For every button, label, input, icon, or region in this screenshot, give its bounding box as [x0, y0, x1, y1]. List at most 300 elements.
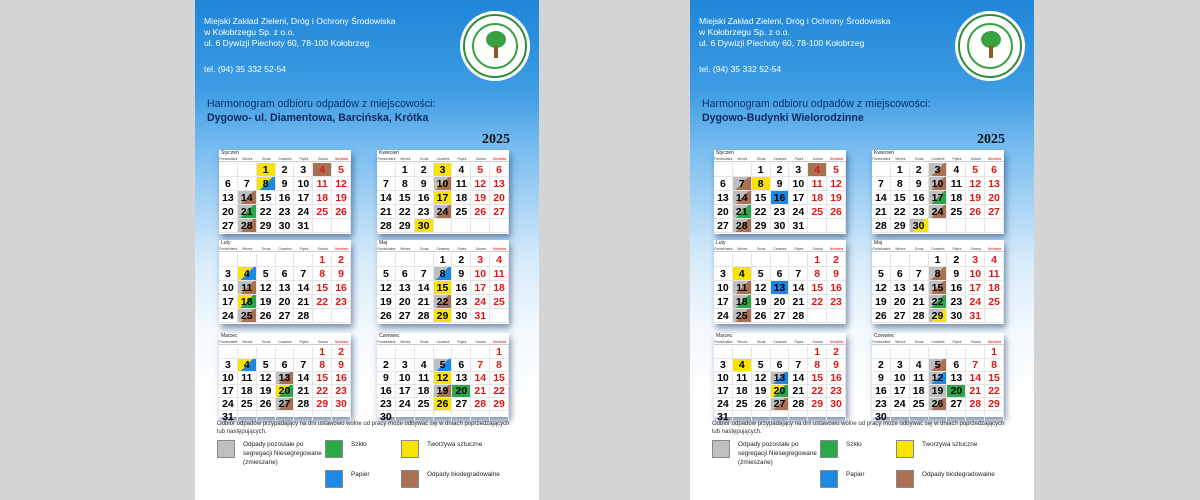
day-cell: [490, 191, 509, 205]
day-number: 27: [717, 219, 729, 232]
day-name: Wtorek: [895, 247, 906, 251]
day-number: 17: [474, 281, 487, 294]
day-cell: [219, 205, 238, 219]
day-cell: [238, 398, 257, 411]
day-number: 8: [814, 267, 821, 280]
day-cell: [332, 398, 351, 411]
day-cell: [985, 267, 1004, 281]
day-cell: [434, 398, 453, 411]
day-number: 15: [754, 191, 767, 204]
day-name: Piątek: [952, 340, 962, 344]
day-cell: [415, 398, 434, 411]
day-cell: [332, 359, 351, 372]
day-name: Środa: [756, 247, 766, 251]
day-number: 3: [934, 163, 941, 176]
day-number: 3: [720, 359, 726, 371]
day-cell: [872, 281, 891, 295]
day-names-row: [714, 157, 846, 162]
day-cell: [276, 177, 295, 191]
day-cell: [377, 177, 396, 191]
day-number: 28: [792, 398, 805, 410]
day-cell: [891, 346, 910, 359]
day-number: 9: [833, 359, 839, 371]
day-number: 22: [811, 385, 824, 397]
day-name: Niedziela: [830, 340, 844, 344]
day-number: 16: [455, 281, 468, 294]
org-header-line: w Kołobrzegu Sp. z o.o.: [699, 27, 790, 37]
day-cell: [276, 267, 295, 281]
day-cell: [827, 281, 846, 295]
month-name: Styczeń: [221, 150, 239, 156]
day-cell: [910, 346, 929, 359]
day-number: 27: [222, 219, 234, 232]
day-cell: [332, 295, 351, 309]
month-name: Styczeń: [716, 150, 734, 156]
day-number: 28: [380, 219, 392, 232]
day-number: 27: [493, 205, 505, 218]
legend-swatch: [325, 470, 343, 488]
day-number: 19: [931, 385, 944, 397]
day-cell: [872, 309, 891, 323]
location-subtitle: Dygowo- ul. Diamentowa, Barcińska, Krótka: [207, 112, 429, 124]
day-number: 5: [439, 359, 446, 371]
day-number: 26: [754, 398, 767, 410]
day-cell: [396, 346, 415, 359]
day-cell: [490, 253, 509, 267]
day-cell: [415, 346, 434, 359]
day-name: Niedziela: [493, 247, 507, 251]
day-number: 31: [792, 219, 805, 232]
day-cell: [276, 295, 295, 309]
day-number: 5: [934, 359, 941, 371]
day-cell: [752, 191, 771, 205]
day-number: 4: [738, 267, 745, 280]
day-cell: [257, 295, 276, 309]
day-cell: [332, 163, 351, 177]
day-number: 8: [814, 359, 821, 371]
legend-item-gray: [217, 440, 323, 467]
days-grid: [377, 346, 509, 423]
day-cell: [789, 385, 808, 398]
day-cell: [257, 205, 276, 219]
day-cell: [434, 295, 453, 309]
day-cell: [733, 253, 752, 267]
day-number: 20: [773, 385, 786, 397]
day-number: 24: [717, 398, 729, 410]
day-name: Poniedziałek: [377, 157, 396, 161]
day-number: 11: [913, 372, 925, 384]
day-cell: [733, 295, 752, 309]
day-number: 12: [830, 177, 842, 190]
day-number: 15: [893, 191, 906, 204]
day-number: 19: [754, 385, 767, 397]
day-number: 30: [875, 411, 887, 423]
day-name: Piątek: [794, 157, 804, 161]
day-number: 28: [417, 309, 430, 322]
day-number: 7: [383, 177, 389, 190]
day-cell: [219, 177, 238, 191]
day-cell: [752, 253, 771, 267]
day-cell: [966, 309, 985, 323]
day-cell: [219, 267, 238, 281]
day-number: 19: [754, 295, 767, 308]
day-number: 4: [458, 163, 465, 176]
day-cell: [219, 295, 238, 309]
day-number: 1: [401, 163, 408, 176]
day-name: Środa: [419, 340, 429, 344]
day-number: 21: [969, 385, 982, 397]
day-number: 7: [795, 267, 802, 280]
day-cell: [910, 267, 929, 281]
day-cell: [452, 219, 471, 233]
day-cell: [434, 163, 453, 177]
day-number: 5: [477, 163, 484, 176]
day-number: 6: [281, 267, 288, 280]
day-number: 19: [969, 191, 982, 204]
day-number: 10: [222, 281, 234, 294]
day-number: 12: [380, 281, 392, 294]
legend-swatch: [401, 470, 419, 488]
day-cell: [910, 398, 929, 411]
day-number: 13: [773, 281, 786, 294]
day-cell: [808, 372, 827, 385]
day-cell: [434, 191, 453, 205]
day-cell: [891, 253, 910, 267]
day-number: 23: [773, 205, 786, 218]
day-cell: [929, 219, 948, 233]
day-number: 11: [950, 177, 962, 190]
day-number: 1: [262, 163, 269, 176]
day-cell: [396, 191, 415, 205]
day-number: 18: [912, 385, 925, 397]
org-header: [699, 16, 891, 75]
day-number: 11: [418, 372, 430, 384]
day-cell: [929, 372, 948, 385]
day-number: 30: [950, 309, 963, 322]
month-calendar: [714, 240, 846, 324]
day-cell: [789, 359, 808, 372]
legend-label: Papier: [846, 471, 865, 478]
day-number: 12: [436, 372, 449, 384]
day-number: 12: [754, 372, 767, 384]
day-cell: [947, 309, 966, 323]
day-number: 26: [259, 309, 272, 322]
day-number: 13: [717, 191, 729, 204]
day-cell: [452, 385, 471, 398]
day-cell: [714, 359, 733, 372]
day-number: 15: [316, 372, 329, 384]
day-number: 9: [383, 372, 389, 384]
day-number: 12: [474, 177, 487, 190]
day-number: 29: [316, 398, 329, 410]
day-name: Piątek: [299, 157, 309, 161]
day-number: 5: [972, 163, 979, 176]
org-header-line: Miejski Zakład Zieleni, Dróg i Ochrony Środowiska: [204, 16, 396, 26]
day-cell: [827, 219, 846, 233]
day-cell: [985, 372, 1004, 385]
day-name: Wtorek: [737, 340, 748, 344]
day-cell: [257, 191, 276, 205]
day-number: 21: [417, 295, 430, 308]
day-cell: [947, 205, 966, 219]
day-number: 13: [773, 372, 786, 384]
day-number: 14: [380, 191, 392, 204]
day-cell: [434, 359, 453, 372]
day-number: 13: [278, 281, 291, 294]
day-number: 29: [988, 398, 1000, 410]
day-cell: [238, 177, 257, 191]
day-cell: [910, 309, 929, 323]
day-number: 24: [398, 398, 411, 410]
day-cell: [313, 177, 332, 191]
day-number: 9: [338, 359, 344, 371]
day-cell: [733, 219, 752, 233]
day-number: 25: [912, 398, 925, 410]
day-number: 6: [776, 267, 783, 280]
day-cell: [714, 191, 733, 205]
day-cell: [257, 177, 276, 191]
day-cell: [947, 253, 966, 267]
month-name: Marzec: [716, 333, 733, 339]
day-cell: [396, 177, 415, 191]
day-cell: [219, 163, 238, 177]
day-number: 6: [953, 359, 960, 371]
day-cell: [490, 177, 509, 191]
day-number: 2: [338, 346, 344, 358]
day-cell: [396, 309, 415, 323]
day-cell: [452, 281, 471, 295]
day-cell: [929, 281, 948, 295]
day-number: 3: [439, 163, 446, 176]
day-number: 18: [455, 191, 468, 204]
day-number: 18: [735, 295, 748, 308]
day-number: 4: [991, 253, 997, 266]
day-cell: [827, 191, 846, 205]
day-number: 5: [262, 267, 269, 280]
day-number: 14: [792, 281, 805, 294]
day-cell: [752, 295, 771, 309]
day-cell: [789, 372, 808, 385]
day-cell: [808, 177, 827, 191]
location-subtitle: Dygowo-Budynki Wielorodzinne: [702, 112, 864, 124]
year-label: 2025: [482, 132, 510, 147]
day-cell: [434, 385, 453, 398]
day-number: 24: [717, 309, 729, 322]
day-number: 18: [240, 295, 253, 308]
day-number: 27: [773, 398, 786, 410]
day-number: 30: [380, 411, 392, 423]
day-cell: [219, 281, 238, 295]
day-cell: [929, 309, 948, 323]
day-number: 12: [335, 177, 347, 190]
day-cell: [808, 253, 827, 267]
day-number: 16: [912, 191, 925, 204]
day-cell: [396, 295, 415, 309]
day-name: Wtorek: [242, 340, 253, 344]
day-name: Niedziela: [988, 340, 1002, 344]
year-label: 2025: [977, 132, 1005, 147]
day-cell: [332, 191, 351, 205]
day-cell: [714, 309, 733, 323]
day-cell: [434, 372, 453, 385]
day-number: 4: [420, 359, 427, 371]
day-cell: [752, 385, 771, 398]
day-number: 23: [830, 385, 842, 397]
day-number: 1: [319, 253, 326, 266]
day-number: 8: [496, 359, 502, 371]
day-number: 3: [477, 253, 484, 266]
day-number: 12: [969, 177, 982, 190]
day-number: 16: [417, 191, 430, 204]
day-cell: [929, 359, 948, 372]
month-calendar: [714, 333, 846, 423]
day-number: 10: [792, 177, 805, 190]
day-number: 16: [875, 385, 887, 397]
day-number: 1: [757, 163, 764, 176]
day-number: 8: [401, 177, 408, 190]
day-cell: [332, 267, 351, 281]
day-cell: [872, 398, 891, 411]
day-cell: [434, 309, 453, 323]
day-cell: [471, 219, 490, 233]
legend-note: Odbiór odpadów przypadający na dni ustawowo wolne od pracy może odbywać się w dniach poprzedzających lub następujących.: [712, 421, 1005, 435]
day-cell: [789, 219, 808, 233]
day-name: Sobota: [970, 340, 981, 344]
day-cell: [733, 205, 752, 219]
day-number: 31: [222, 411, 234, 423]
day-cell: [396, 281, 415, 295]
day-number: 22: [316, 385, 329, 397]
day-cell: [929, 205, 948, 219]
day-cell: [910, 359, 929, 372]
day-cell: [238, 385, 257, 398]
day-cell: [872, 346, 891, 359]
day-number: 3: [720, 267, 726, 280]
day-number: 26: [875, 309, 887, 322]
day-name: Poniedziałek: [219, 340, 238, 344]
day-number: 28: [912, 309, 925, 322]
day-number: 11: [988, 267, 1000, 280]
day-cell: [471, 267, 490, 281]
day-number: 9: [338, 267, 344, 280]
day-name: Niedziela: [493, 340, 507, 344]
day-number: 6: [776, 359, 783, 371]
title-line: Harmonogram odbioru odpadów z miejscowości:: [207, 98, 436, 110]
legend-swatch: [217, 440, 235, 458]
day-number: 19: [436, 385, 449, 397]
day-cell: [985, 281, 1004, 295]
day-number: 25: [417, 398, 430, 410]
day-cell: [891, 219, 910, 233]
day-cell: [257, 372, 276, 385]
day-number: 25: [950, 205, 963, 218]
day-number: 9: [915, 177, 922, 190]
day-name: Sobota: [812, 247, 823, 251]
day-cell: [929, 163, 948, 177]
day-cell: [294, 359, 313, 372]
legend-item-blue: [820, 470, 864, 488]
day-cell: [966, 372, 985, 385]
day-cell: [415, 177, 434, 191]
day-number: 5: [338, 163, 344, 176]
day-name: Czwartek: [773, 340, 787, 344]
day-cell: [452, 359, 471, 372]
day-number: 14: [875, 191, 887, 204]
day-number: 1: [439, 253, 446, 266]
day-cell: [947, 191, 966, 205]
day-number: 12: [931, 372, 944, 384]
day-number: 29: [493, 398, 505, 410]
day-cell: [733, 372, 752, 385]
day-number: 18: [735, 385, 748, 397]
day-cell: [490, 359, 509, 372]
day-cell: [294, 295, 313, 309]
schedule-title: [207, 97, 435, 125]
legend-item-brown: [401, 470, 500, 488]
day-number: 21: [240, 205, 253, 218]
day-number: 31: [717, 411, 729, 423]
day-number: 24: [222, 309, 234, 322]
day-number: 28: [297, 398, 310, 410]
day-cell: [471, 398, 490, 411]
day-cell: [257, 385, 276, 398]
day-name: Niedziela: [335, 340, 349, 344]
day-name: Środa: [419, 157, 429, 161]
day-number: 16: [830, 372, 842, 384]
day-cell: [434, 346, 453, 359]
day-cell: [872, 359, 891, 372]
day-cell: [257, 219, 276, 233]
day-number: 14: [297, 281, 310, 294]
day-number: 17: [893, 385, 906, 397]
day-number: 13: [222, 191, 234, 204]
day-cell: [827, 253, 846, 267]
day-number: 25: [811, 205, 824, 218]
day-cell: [910, 205, 929, 219]
day-cell: [257, 309, 276, 323]
legend-swatch: [896, 470, 914, 488]
day-cell: [966, 295, 985, 309]
day-number: 20: [773, 295, 786, 308]
tree-trunk-icon: [494, 46, 498, 58]
day-name: Czwartek: [278, 157, 292, 161]
day-number: 10: [297, 177, 310, 190]
day-cell: [313, 359, 332, 372]
day-cell: [396, 385, 415, 398]
day-name: Środa: [914, 247, 924, 251]
day-cell: [752, 359, 771, 372]
day-number: 19: [875, 295, 887, 308]
day-cell: [947, 295, 966, 309]
day-cell: [771, 253, 790, 267]
day-number: 26: [380, 309, 392, 322]
day-cell: [471, 205, 490, 219]
day-cell: [377, 281, 396, 295]
day-number: 2: [281, 163, 288, 176]
day-cell: [219, 191, 238, 205]
org-header-line: ul. 6 Dywizji Piechoty 60, 78-100 Kołobrzeg: [699, 38, 865, 48]
legend-item-gray: [712, 440, 818, 467]
day-number: 13: [455, 372, 468, 384]
day-number: 28: [969, 398, 982, 410]
day-cell: [827, 295, 846, 309]
day-cell: [947, 372, 966, 385]
day-cell: [377, 205, 396, 219]
day-number: 20: [278, 385, 291, 397]
day-cell: [471, 253, 490, 267]
day-number: 6: [281, 359, 288, 371]
day-cell: [966, 177, 985, 191]
